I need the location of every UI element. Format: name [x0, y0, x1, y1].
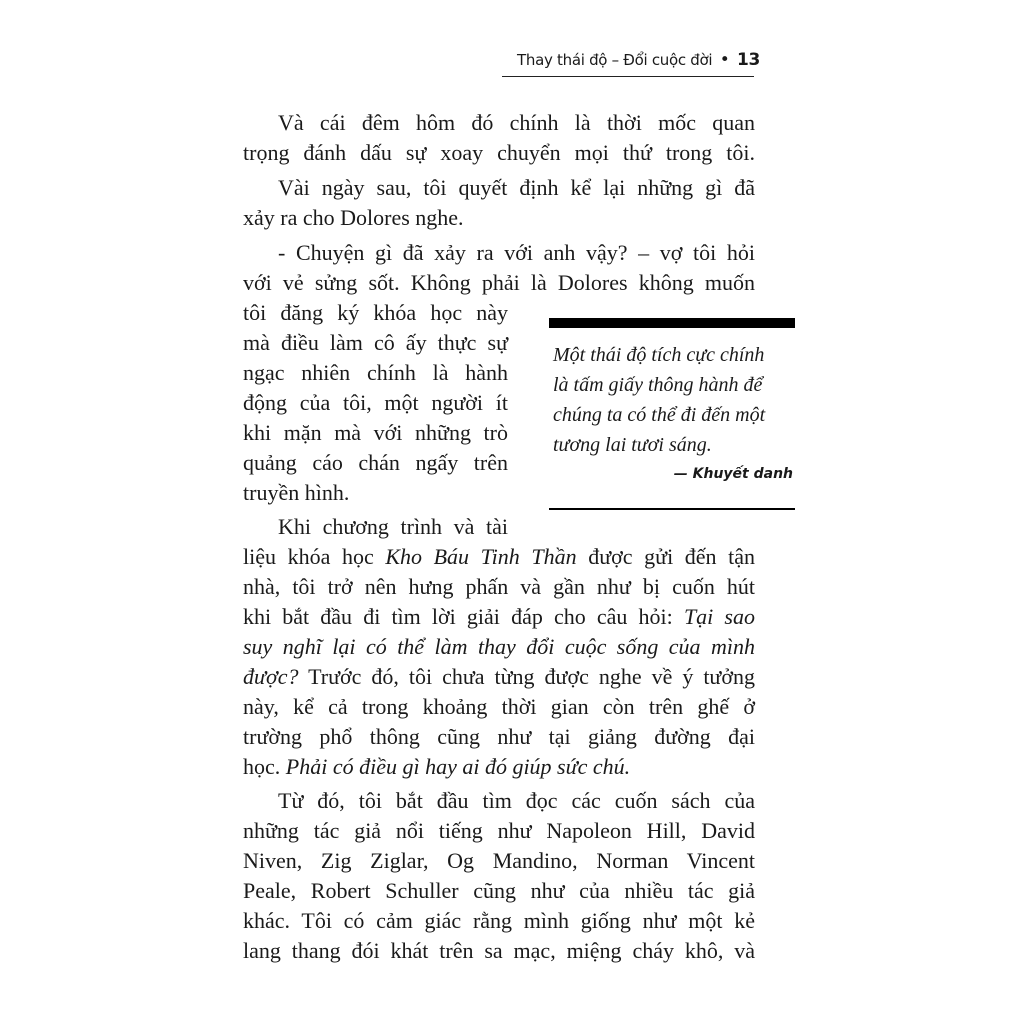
quote-bottom-rule [549, 508, 795, 510]
text-line: Vài ngày sau, tôi quyết định kể lại những gì đã [278, 175, 755, 200]
text-line: lang thang đói khát trên sa mạc, miệng cháy khô, và [243, 938, 755, 963]
text-line: - Chuyện gì đã xảy ra với anh vậy? – vợ tôi hỏi [278, 240, 755, 265]
text-line: động của tôi, một người ít [243, 390, 508, 415]
text-line: xảy ra cho Dolores nghe. [243, 205, 464, 230]
text-line: Niven, Zig Ziglar, Og Mandino, Norman Vincent [243, 848, 755, 873]
header-rule [502, 76, 754, 77]
text-fragment: học. [243, 754, 281, 779]
quote-line: chúng ta có thể đi đến một [553, 404, 766, 426]
text-line: Khi chương trình và tài [278, 514, 508, 539]
page-number: 13 [736, 50, 760, 70]
text-line [243, 752, 755, 782]
text-fragment: được gửi đến tận [588, 544, 756, 569]
text-line: suy nghĩ lại có thể làm thay đổi cuộc sống của mình [243, 634, 755, 659]
text-line [243, 662, 755, 692]
quote-line: tương lai tươi sáng. [553, 434, 712, 456]
text-line: truyền hình. [243, 480, 350, 505]
book-title-italic: Kho Báu Tinh Thần [385, 544, 577, 569]
header-bullet: • [719, 50, 730, 70]
emphasis-italic: Phải có điều gì hay ai đó giúp sức chú. [285, 754, 631, 779]
text-line: khi mặn mà với những trò [243, 420, 508, 445]
text-fragment: Trước đó, tôi chưa từng được nghe về ý tưởng [308, 664, 755, 689]
text-line: mà điều làm cô ấy thực sự [243, 330, 508, 355]
text-line [243, 602, 755, 632]
quote-line: là tấm giấy thông hành để [553, 374, 763, 396]
text-line: trọng đánh dấu sự xoay chuyển mọi thứ trong tôi. [243, 140, 755, 165]
text-line: nhà, tôi trở nên hưng phấn và gần như bị cuốn hút [243, 574, 755, 599]
text-line: Peale, Robert Schuller cũng như của nhiều tác giả [243, 878, 755, 903]
text-line: Từ đó, tôi bắt đầu tìm đọc các cuốn sách của [278, 788, 755, 813]
text-fragment: khi bắt đầu đi tìm lời giải đáp cho câu hỏi: [243, 604, 673, 629]
text-line: những tác giả nổi tiếng như Napoleon Hill, David [243, 818, 755, 843]
text-line: quảng cáo chán ngấy trên [243, 450, 508, 475]
text-line: với vẻ sửng sốt. Không phải là Dolores không muốn [243, 270, 755, 295]
text-line: ngạc nhiên chính là hành [243, 360, 508, 385]
quote-line: Một thái độ tích cực chính [553, 344, 765, 366]
text-line: Và cái đêm hôm đó chính là thời mốc quan [278, 110, 755, 135]
text-line: trường phổ thông cũng như tại giảng đường đại [243, 724, 755, 749]
quote-top-bar [549, 318, 795, 328]
text-line: tôi đăng ký khóa học này [243, 300, 508, 325]
text-line: này, kể cả trong khoảng thời gian còn trên ghế ở [243, 694, 755, 719]
text-fragment: liệu khóa học [243, 544, 374, 569]
header-title: Thay thái độ – Đổi cuộc đời [517, 51, 713, 69]
question-italic: được? [243, 664, 299, 689]
text-line: khác. Tôi có cảm giác rằng mình giống như một kẻ [243, 908, 755, 933]
question-italic: Tại sao [683, 604, 755, 629]
text-line [243, 542, 755, 572]
running-header [500, 50, 760, 74]
quote-author: — Khuyết danh [673, 466, 793, 482]
